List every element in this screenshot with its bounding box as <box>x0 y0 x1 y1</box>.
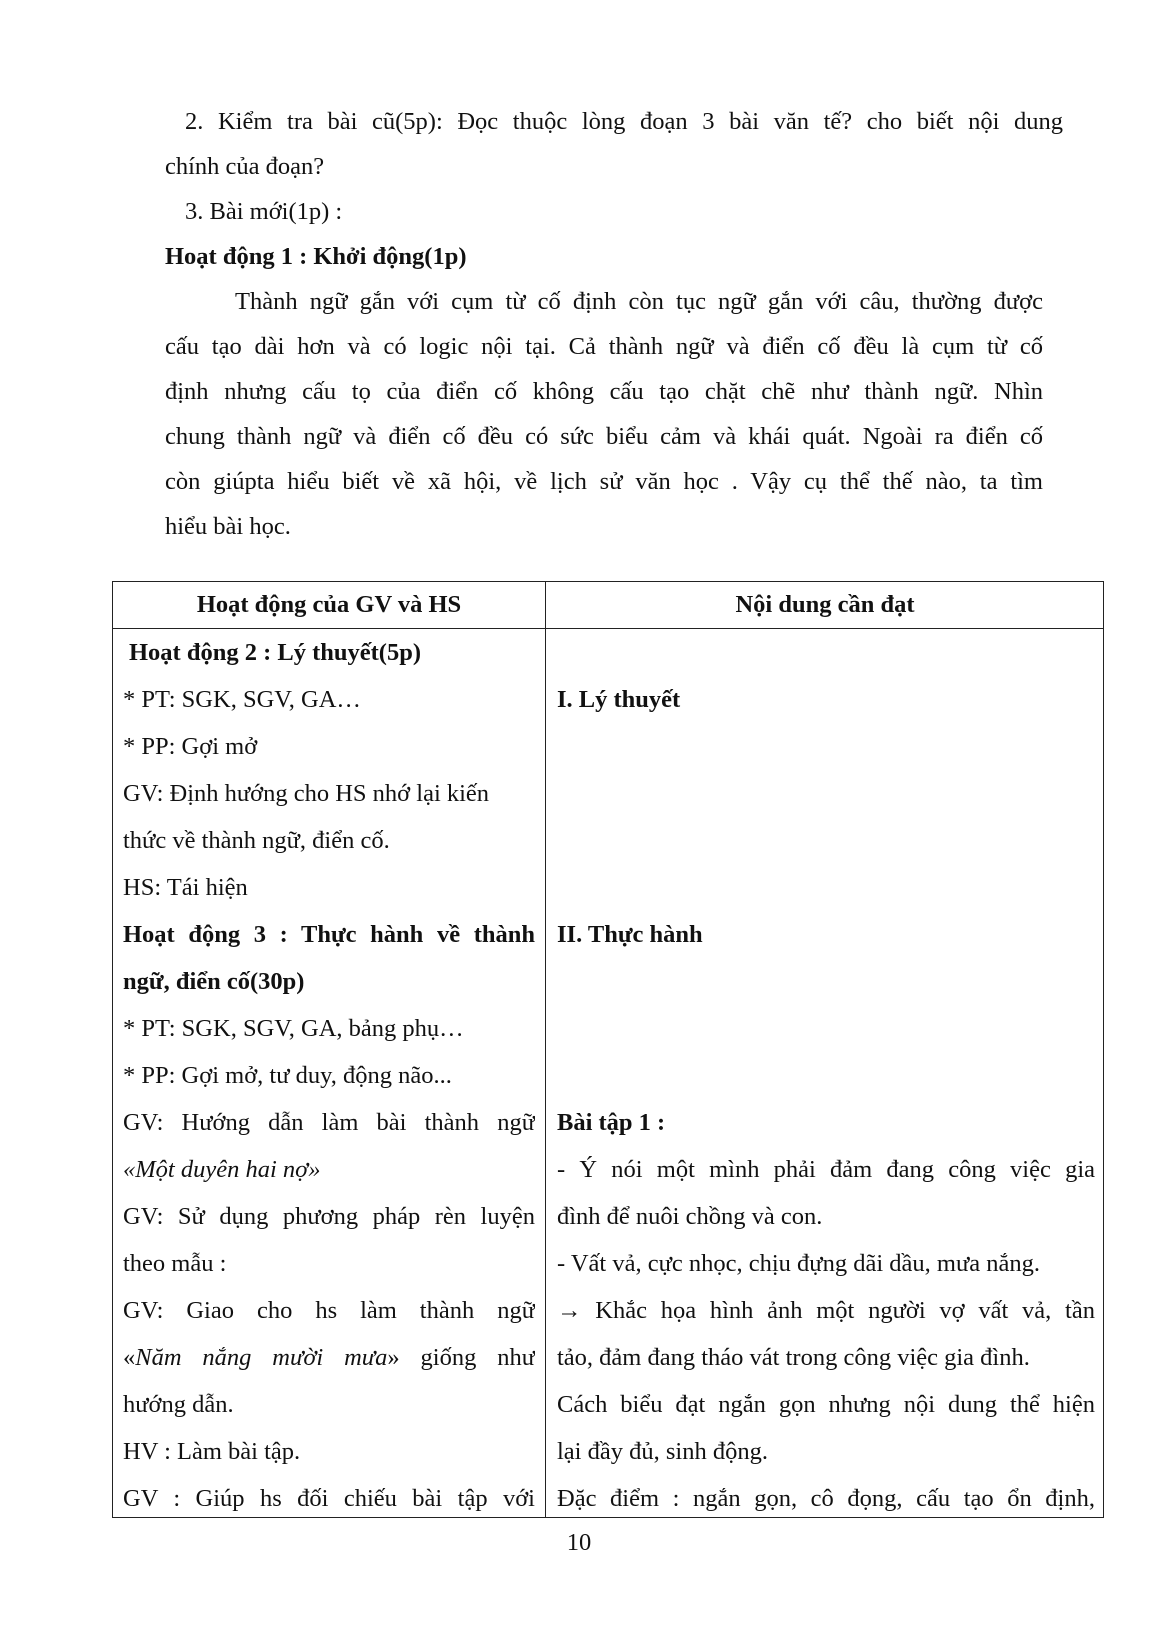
gv-method-line: GV: Sử dụng phương pháp rèn luyện <box>123 1203 535 1230</box>
content-column <box>557 629 1095 1522</box>
intro-paragraph-line: còn giúpta hiểu biết về xã hội, về lịch sử văn học . Vậy cụ thể thế nào, ta tìm <box>165 468 1043 495</box>
intro-paragraph-line: định nhưng cấu tọ của điển cố không cấu tạo chặt chẽ như thành ngữ. Nhìn <box>165 378 1043 405</box>
activity-2-gv-line: GV: Định hướng cho HS nhớ lại kiến <box>123 780 490 807</box>
content-row-empty <box>557 723 1095 770</box>
content-row-empty <box>557 864 1095 911</box>
exercise-1-line: - Ý nói một mình phải đảm đang công việc gia <box>557 1156 1095 1183</box>
exercise-1-line: tảo, đảm đang tháo vát trong công việc gia đình. <box>557 1344 1030 1371</box>
intro-paragraph-line: chung thành ngữ và điển cố đều có sức biểu cảm và khái quát. Ngoài ra điển cố <box>165 423 1043 450</box>
new-lesson-line: 3. Bài mới(1p) : <box>185 198 343 225</box>
exercise-1-line: Cách biểu đạt ngắn gọn nhưng nội dung thể hiện <box>557 1391 1095 1418</box>
gv-help-line: GV : Giúp hs đối chiếu bài tập với <box>123 1485 535 1512</box>
lesson-table <box>112 581 1104 1518</box>
gv-method-line: theo mẫu : <box>123 1250 227 1277</box>
activity-2-hs: HS: Tái hiện <box>123 874 248 901</box>
activity-3-heading-line: Hoạt động 3 : Thực hành về thành <box>123 921 535 948</box>
intro-paragraph-line: hiểu bài học. <box>165 513 291 540</box>
page-number: 10 <box>566 1529 592 1556</box>
content-row-empty <box>557 958 1095 1005</box>
content-row-empty <box>557 770 1095 817</box>
table-column-divider <box>545 582 546 1517</box>
activity-3-pt: * PT: SGK, SGV, GA, bảng phụ… <box>123 1015 464 1042</box>
check-old-lesson-line-2: chính của đoạn? <box>165 153 325 180</box>
gv-guide-line: GV: Hướng dẫn làm bài thành ngữ <box>123 1109 535 1136</box>
activities-column <box>123 629 535 1522</box>
check-old-lesson-line-1: 2. Kiểm tra bài cũ(5p): Đọc thuộc lòng đoạn 3 bài văn tế? cho biết nội dung <box>185 108 1063 135</box>
exercise-1-line: - Vất vả, cực nhọc, chịu đựng dãi dầu, mưa nắng. <box>557 1250 1040 1277</box>
content-row-empty <box>557 629 1095 676</box>
exercise-1-line: lại đầy đủ, sinh động. <box>557 1438 768 1465</box>
activity-3-pp: * PP: Gợi mở, tư duy, động não... <box>123 1062 452 1089</box>
idiom-two-line: «Năm nắng mười mưa» giống như <box>123 1344 535 1371</box>
intro-paragraph-line: cấu tạo dài hơn và có logic nội tại. Cả thành ngữ và điển cố đều là cụm từ cố <box>165 333 1043 360</box>
table-header-content: Nội dung cần đạt <box>735 591 915 618</box>
activity-1-heading: Hoạt động 1 : Khởi động(1p) <box>165 243 467 270</box>
activity-2-gv-line: thức về thành ngữ, điển cố. <box>123 827 390 854</box>
gv-assign-line: GV: Giao cho hs làm thành ngữ <box>123 1297 535 1324</box>
exercise-1-line: Đặc điểm : ngắn gọn, cô đọng, cấu tạo ổn định, <box>557 1485 1095 1512</box>
practice-heading: II. Thực hành <box>557 921 703 948</box>
exercise-1-line: đình để nuôi chồng và con. <box>557 1203 823 1230</box>
intro-paragraph-line: Thành ngữ gắn với cụm từ cố định còn tục ngữ gắn với câu, thường được <box>235 288 1043 315</box>
content-row-empty <box>557 817 1095 864</box>
exercise-1-heading: Bài tập 1 : <box>557 1109 666 1136</box>
arrow-icon: → <box>557 1297 582 1324</box>
activity-2-heading: Hoạt động 2 : Lý thuyết(5p) <box>129 639 421 666</box>
activity-3-heading-line: ngữ, điển cố(30p) <box>123 968 305 995</box>
table-header-activities: Hoạt động của GV và HS <box>196 591 462 618</box>
idiom-one: «Một duyên hai nợ» <box>123 1156 321 1183</box>
hv-exercise: HV : Làm bài tập. <box>123 1438 301 1465</box>
content-row-empty <box>557 1052 1095 1099</box>
theory-heading: I. Lý thuyết <box>557 686 681 713</box>
gv-assign-line: hướng dẫn. <box>123 1391 234 1418</box>
activity-2-pp: * PP: Gợi mở <box>123 733 258 760</box>
content-row-empty <box>557 1005 1095 1052</box>
activity-2-pt: * PT: SGK, SGV, GA… <box>123 686 361 713</box>
exercise-1-line: → Khắc họa hình ảnh một người vợ vất vả, tần <box>557 1297 1095 1324</box>
